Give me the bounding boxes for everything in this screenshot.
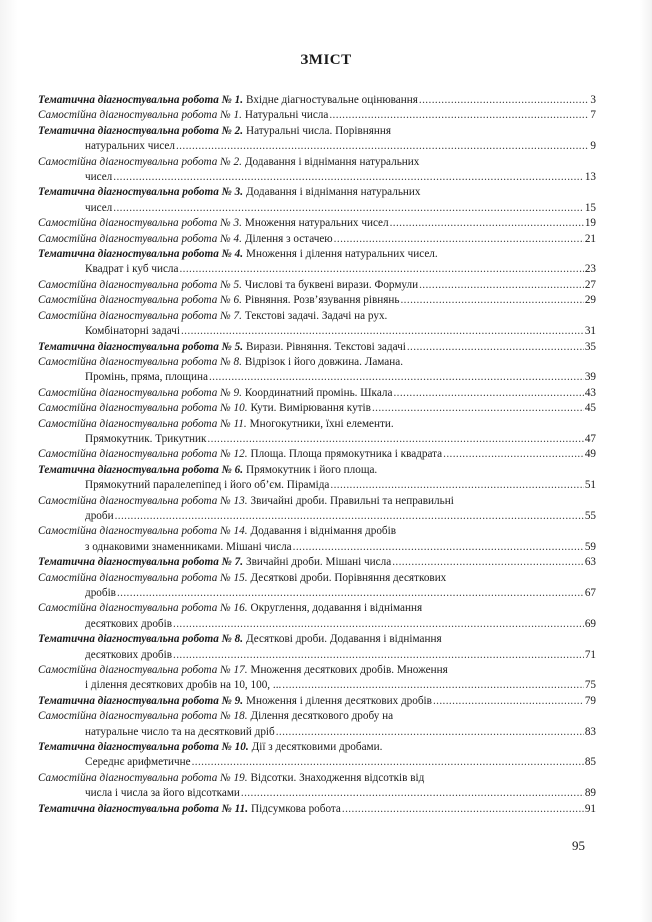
toc-entry-work-title: Самостійна діагностувальна робота № 3.: [38, 217, 242, 230]
toc-entry-line: [38, 555, 596, 570]
toc-entry-topic-continued: дробів: [85, 587, 116, 599]
toc-entry-topic: Вирази. Рівняння. Текстові задачі: [246, 340, 406, 353]
toc-entry-topic: Кути. Вимірювання кутів: [250, 402, 371, 415]
toc-entry[interactable]: [38, 771, 596, 802]
dot-leader: [207, 432, 583, 447]
toc-entry-line: [38, 694, 596, 709]
toc-entry-line: [38, 571, 596, 586]
toc-entry-topic-continued: натуральне число та на десятковий дріб: [85, 725, 275, 738]
toc-entry-work-title: Самостійна діагностувальна робота № 13.: [38, 494, 248, 507]
toc-entry-topic-continued: Прямокутний паралелепіпед і його об’єм. Піраміда: [85, 479, 330, 492]
dot-leader: [282, 678, 584, 693]
toc-entry[interactable]: [38, 185, 596, 216]
toc-entry-page-number: 83: [584, 725, 596, 738]
toc-entry-page-number: 45: [584, 402, 596, 415]
toc-entry-page-number: 67: [584, 587, 596, 599]
dot-leader: [419, 278, 584, 293]
toc-entry-continuation-line: [38, 648, 596, 663]
toc-entry-page-number: 59: [584, 540, 596, 553]
dot-leader: [179, 262, 583, 277]
toc-entry-work-title: Самостійна діагностувальна робота № 6.: [38, 294, 242, 307]
toc-entry-work-title: Самостійна діагностувальна робота № 16.: [38, 602, 248, 615]
toc-entry[interactable]: [38, 601, 596, 632]
toc-entry-topic-continued: і ділення десяткових дробів на 10, 100, ...: [85, 679, 282, 692]
toc-entry[interactable]: [38, 278, 596, 293]
toc-entry-line: [38, 309, 596, 324]
dot-leader: [115, 509, 584, 524]
toc-entry-continuation-line: [38, 262, 596, 277]
toc-entry[interactable]: [38, 494, 596, 525]
toc-entry-page-number: 3: [590, 94, 596, 106]
toc-entry-topic: Відсотки. Знаходження відсотків від: [250, 771, 425, 784]
toc-entry-page-number: 79: [584, 694, 596, 707]
toc-entry[interactable]: [38, 155, 596, 186]
toc-entry[interactable]: [38, 571, 596, 602]
dot-leader: [176, 139, 589, 154]
toc-entry-topic-continued: Прямокутник. Трикутник: [85, 432, 207, 445]
toc-entry-topic-continued: чисел: [85, 171, 113, 184]
dot-leader: [334, 232, 584, 247]
toc-entry[interactable]: [38, 401, 596, 416]
toc-entry-continuation-line: [38, 432, 596, 447]
toc-entry-line: [38, 601, 596, 616]
toc-entry[interactable]: [38, 386, 596, 401]
toc-entry-page-number: 23: [584, 263, 596, 276]
dot-leader: [433, 694, 584, 709]
toc-entry-topic: Множення і ділення десяткових дробів: [246, 694, 432, 707]
dot-leader: [400, 293, 583, 308]
toc-entry-work-title: Самостійна діагностувальна робота № 10.: [38, 402, 248, 415]
toc-entry-line: [38, 463, 596, 478]
toc-entry-topic-continued: з однаковими знаменниками. Мішані числа: [85, 540, 292, 553]
toc-entry-work-title: Тематична діагностувальна робота № 3.: [38, 186, 244, 199]
toc-entry-work-title: Самостійна діагностувальна робота № 17.: [38, 664, 248, 677]
toc-entry[interactable]: [38, 555, 596, 570]
toc-entry[interactable]: [38, 93, 596, 108]
dot-leader: [330, 478, 583, 493]
toc-entry-line: [38, 108, 596, 123]
toc-entry-topic-continued: десяткових дробів: [85, 648, 173, 661]
toc-entry-topic-continued: натуральних чисел: [85, 140, 175, 153]
toc-entry[interactable]: [38, 309, 596, 340]
toc-entry[interactable]: [38, 632, 596, 663]
toc-entry-topic: Додавання і віднімання натуральних: [246, 186, 421, 199]
toc-entry[interactable]: [38, 293, 596, 308]
toc-entry-page-number: 31: [584, 325, 596, 338]
toc-entry-work-title: Тематична діагностувальна робота № 10.: [38, 741, 249, 754]
toc-entry[interactable]: [38, 740, 596, 771]
dot-leader: [276, 725, 584, 740]
toc-entry-work-title: Самостійна діагностувальна робота № 14.: [38, 525, 248, 538]
toc-entry-line: [38, 802, 596, 817]
toc-entry-line: [38, 155, 596, 170]
toc-entry-topic: Множення десяткових дробів. Множення: [250, 664, 448, 677]
toc-entry-topic: Натуральні числа. Порівняння: [246, 124, 391, 137]
toc-entry[interactable]: [38, 802, 596, 817]
toc-entry-work-title: Тематична діагностувальна робота № 6.: [38, 463, 244, 476]
toc-entry-line: [38, 771, 596, 786]
dot-leader: [117, 586, 584, 601]
toc-entry-line: [38, 93, 596, 108]
toc-entry-page-number: 7: [590, 109, 596, 122]
toc-entry-page-number: 35: [584, 340, 596, 353]
toc-entry-topic: Прямокутник і його площа.: [246, 463, 378, 476]
toc-entry-continuation-line: [38, 678, 596, 693]
toc-entry-page-number: 51: [584, 479, 596, 492]
toc-entry-line: [38, 401, 596, 416]
dot-leader: [113, 170, 584, 185]
toc-entry-page-number: 43: [584, 386, 596, 399]
toc-entry-topic: Рівняння. Розв’язування рівнянь: [244, 294, 400, 307]
toc-entry-topic: Додавання і віднімання дробів: [250, 525, 397, 538]
toc-entry-continuation-line: [38, 370, 596, 385]
toc-entry-topic: Десяткові дроби. Порівняння десяткових: [250, 571, 447, 584]
toc-entry-line: [38, 340, 596, 355]
dot-leader: [390, 216, 584, 231]
toc-entry-work-title: Самостійна діагностувальна робота № 1.: [38, 109, 242, 122]
toc-entry-topic: Десяткові дроби. Додавання і віднімання: [246, 633, 442, 646]
toc-entry-page-number: 15: [584, 201, 596, 214]
toc-entry-line: [38, 494, 596, 509]
toc-entry-topic: Додавання і віднімання натуральних: [244, 155, 420, 168]
toc-entry-page-number: 85: [584, 756, 596, 769]
toc-entry-page-number: 63: [584, 556, 596, 569]
toc-entry-work-title: Тематична діагностувальна робота № 11.: [38, 802, 248, 815]
toc-entry-topic-continued: чисел: [85, 201, 113, 214]
toc-entry-page-number: 29: [584, 294, 596, 307]
toc-entry-continuation-line: [38, 540, 596, 555]
dot-leader: [181, 324, 584, 339]
toc-entry-page-number: 91: [584, 802, 596, 815]
toc-entry-topic-continued: Комбінаторні задачі: [85, 325, 180, 338]
toc-entry-line: [38, 124, 596, 139]
toc-entry[interactable]: [38, 417, 596, 448]
toc-entry-work-title: Самостійна діагностувальна робота № 11.: [38, 417, 247, 430]
toc-entry-work-title: Тематична діагностувальна робота № 5.: [38, 340, 244, 353]
toc-entry-topic: Ділення десяткового дробу на: [250, 710, 394, 723]
dot-leader: [372, 401, 584, 416]
toc-entry-work-title: Самостійна діагностувальна робота № 4.: [38, 232, 242, 245]
toc-entry-topic: Звичайні дроби. Правильні та неправильні: [250, 494, 454, 507]
toc-entry-work-title: Тематична діагностувальна робота № 4.: [38, 248, 244, 261]
toc-entry-topic: Підсумкова робота: [251, 802, 341, 815]
toc-entry-line: [38, 740, 596, 755]
toc-entry-work-title: Самостійна діагностувальна робота № 2.: [38, 155, 242, 168]
toc-entry-topic: Текстові задачі. Задачі на рух.: [244, 309, 388, 322]
toc-entry-page-number: 49: [584, 448, 596, 461]
toc-entry[interactable]: [38, 232, 596, 247]
toc-entry-line: [38, 216, 596, 231]
toc-entry-work-title: Самостійна діагностувальна робота № 5.: [38, 278, 242, 291]
toc-entry-topic-continued: дроби: [85, 509, 114, 522]
toc-entry-work-title: Самостійна діагностувальна робота № 18.: [38, 710, 248, 723]
toc-entry-topic: Координатний промінь. Шкала: [244, 386, 393, 399]
toc-entry-line: [38, 524, 596, 539]
toc-entry-work-title: Тематична діагностувальна робота № 2.: [38, 124, 244, 137]
toc-entry-continuation-line: [38, 725, 596, 740]
toc-entry[interactable]: [38, 663, 596, 694]
toc-entry-continuation-line: [38, 478, 596, 493]
toc-entry-work-title: Самостійна діагностувальна робота № 7.: [38, 309, 242, 322]
toc-entry-continuation-line: [38, 139, 596, 154]
toc-entry[interactable]: [38, 247, 596, 278]
toc-entry-topic-continued: Середнє арифметичне: [85, 756, 191, 769]
dot-leader: [173, 648, 584, 663]
toc-entry-topic: Звичайні дроби. Мішані числа: [246, 556, 392, 569]
toc-entry-page-number: 19: [584, 217, 596, 230]
toc-entry-line: [38, 247, 596, 262]
toc-entry-topic: Відрізок і його довжина. Ламана.: [244, 355, 404, 368]
toc-entry-topic: Многокутники, їхні елементи.: [249, 417, 394, 430]
toc-entry-page-number: 89: [584, 787, 596, 800]
table-of-contents: [38, 93, 596, 817]
toc-entry-line: [38, 447, 596, 462]
toc-entry-work-title: Тематична діагностувальна робота № 7.: [38, 556, 244, 569]
toc-entry-topic: Натуральні числа: [244, 109, 329, 122]
toc-entry-topic-continued: десяткових дробів: [85, 617, 173, 630]
toc-entry-line: [38, 232, 596, 247]
dot-leader: [393, 386, 583, 401]
toc-entry-continuation-line: [38, 586, 596, 601]
toc-entry-line: [38, 355, 596, 370]
toc-entry[interactable]: [38, 447, 596, 462]
toc-entry-line: [38, 278, 596, 293]
toc-entry-continuation-line: [38, 755, 596, 770]
dot-leader: [407, 340, 584, 355]
dot-leader: [392, 555, 584, 570]
page-number: 95: [572, 838, 585, 853]
toc-entry-page-number: 21: [584, 232, 596, 245]
toc-entry-continuation-line: [38, 170, 596, 185]
toc-entry-page-number: 39: [584, 371, 596, 384]
dot-leader: [209, 370, 584, 385]
page-title: ЗМІСТ: [300, 52, 352, 68]
toc-entry-continuation-line: [38, 617, 596, 632]
toc-entry[interactable]: [38, 108, 596, 123]
toc-entry-continuation-line: [38, 509, 596, 524]
toc-entry-topic: Множення натуральних чисел: [244, 217, 389, 230]
toc-entry-line: [38, 386, 596, 401]
toc-entry-continuation-line: [38, 786, 596, 801]
toc-entry[interactable]: [38, 524, 596, 555]
toc-entry-topic-continued: числа і числа за його відсотками: [85, 787, 240, 800]
toc-entry-page-number: 27: [584, 278, 596, 291]
toc-entry-work-title: Тематична діагностувальна робота № 9.: [38, 694, 244, 707]
toc-entry[interactable]: [38, 463, 596, 494]
toc-entry-topic: Вхідне діагностувальне оцінювання: [246, 94, 418, 106]
toc-entry-page-number: 9: [590, 140, 596, 153]
dot-leader: [329, 108, 589, 123]
toc-entry-page-number: 55: [584, 509, 596, 522]
toc-entry-work-title: Самостійна діагностувальна робота № 19.: [38, 771, 248, 784]
toc-entry-line: [38, 417, 596, 432]
toc-entry-topic-continued: Квадрат і куб числа: [85, 263, 179, 276]
toc-entry[interactable]: [38, 709, 596, 740]
dot-leader: [342, 802, 584, 817]
toc-entry[interactable]: [38, 340, 596, 355]
dot-leader: [192, 755, 584, 770]
toc-entry[interactable]: [38, 355, 596, 386]
toc-entry-work-title: Тематична діагностувальна робота № 1.: [38, 94, 244, 106]
toc-entry[interactable]: [38, 694, 596, 709]
toc-entry-topic-continued: Промінь, пряма, площина: [85, 371, 208, 384]
toc-entry-topic: Ділення з остачею: [244, 232, 333, 245]
toc-entry-topic: Площа. Площа прямокутника і квадрата: [250, 448, 443, 461]
toc-entry-work-title: Самостійна діагностувальна робота № 8.: [38, 355, 242, 368]
toc-entry-page-number: 13: [584, 171, 596, 184]
toc-entry-work-title: Самостійна діагностувальна робота № 9.: [38, 386, 242, 399]
toc-entry-topic: Числові та буквені вирази. Формули: [244, 278, 419, 291]
dot-leader: [419, 93, 590, 108]
toc-entry-page-number: 69: [584, 617, 596, 630]
dot-leader: [113, 201, 584, 216]
toc-entry-work-title: Самостійна діагностувальна робота № 12.: [38, 448, 248, 461]
toc-entry-topic: Множення і ділення натуральних чисел.: [246, 248, 438, 261]
dot-leader: [241, 786, 584, 801]
toc-entry-topic: Дії з десятковими дробами.: [251, 741, 383, 754]
toc-entry-continuation-line: [38, 324, 596, 339]
toc-entry-topic: Округлення, додавання і віднімання: [250, 602, 423, 615]
toc-entry-work-title: Самостійна діагностувальна робота № 15.: [38, 571, 248, 584]
dot-leader: [443, 447, 584, 462]
toc-entry[interactable]: [38, 124, 596, 155]
toc-entry[interactable]: [38, 216, 596, 231]
dot-leader: [173, 617, 584, 632]
toc-entry-line: [38, 709, 596, 724]
toc-entry-page-number: 47: [584, 432, 596, 445]
toc-entry-work-title: Тематична діагностувальна робота № 8.: [38, 633, 244, 646]
toc-entry-page-number: 75: [584, 679, 596, 692]
dot-leader: [293, 540, 584, 555]
toc-entry-line: [38, 632, 596, 647]
toc-entry-line: [38, 293, 596, 308]
toc-entry-line: [38, 663, 596, 678]
toc-entry-continuation-line: [38, 201, 596, 216]
toc-entry-line: [38, 185, 596, 200]
toc-entry-page-number: 71: [584, 648, 596, 661]
